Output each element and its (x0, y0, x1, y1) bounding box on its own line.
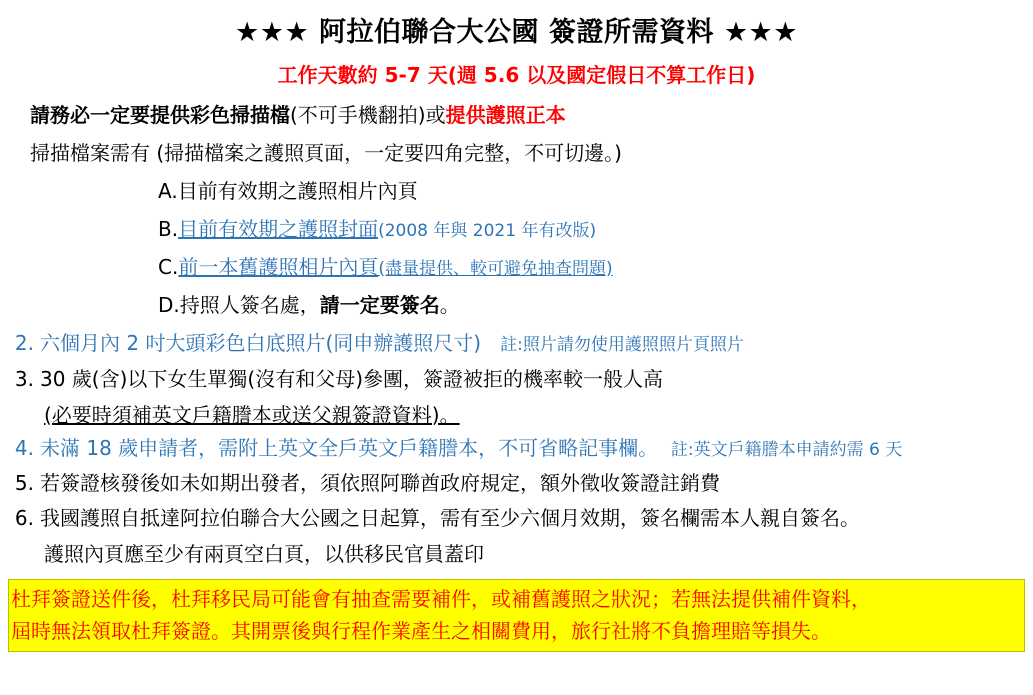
list-item-6-text: 我國護照自抵達阿拉伯聯合大公國之日起算，需有至少六個月效期，簽名欄需本人親自簽名。 (40, 506, 860, 530)
intro-passport-original: 提供護照正本 (445, 103, 566, 127)
sub-item-d-label: D. (158, 293, 180, 317)
list-item-3-subline: (必要時須補英文戶籍謄本或送父親簽證資料)。 (44, 402, 460, 427)
list-item-4-number: 4. (14, 435, 34, 460)
sub-item-d-tail: 。 (439, 293, 460, 317)
sub-item-b-text: 目前有效期之護照封面 (178, 217, 379, 241)
intro-or: 或 (425, 103, 446, 127)
list-item-4 (8, 433, 1025, 464)
sub-item-d (8, 290, 1025, 321)
list-item-2 (8, 328, 1025, 359)
list-item-6-subline: 護照內頁應至少有兩頁空白頁，以供移民官員蓋印 (44, 542, 484, 566)
intro-line-2: 掃描檔案需有 (掃描檔案之護照頁面，一定要四角完整，不可切邊。) (30, 141, 622, 165)
sub-item-a (8, 176, 1025, 207)
requirements-list (8, 328, 1025, 567)
intro-line-1 (8, 100, 1025, 131)
list-item-2-number: 2. (14, 331, 34, 355)
sub-item-b-label: B. (158, 217, 179, 241)
list-item-6 (8, 503, 1025, 533)
warning-line-1: 杜拜簽證送件後，杜拜移民局可能會有抽查需要補件，或補舊護照之狀況；若無法提供補件資料， (11, 587, 871, 611)
sub-item-b-note: (2008 年與 2021 年有改版) (378, 221, 597, 241)
list-item-5-text: 若簽證核發後如未如期出發者，須依照阿聯酋政府規定，額外徵收簽證註銷費 (40, 471, 720, 495)
sub-item-d-text: 持照人簽名處， (179, 293, 320, 317)
processing-time-notice: 工作天數約 5-7 天(週 5.6 以及國定假日不算工作日) (277, 63, 756, 87)
warning-highlight-box (8, 579, 1025, 652)
intro-requirement-text: 請務必一定要提供彩色掃描檔 (30, 103, 290, 127)
page-title: ★★★ 阿拉伯聯合大公國 簽證所需資料 ★★★ (235, 17, 798, 48)
intro-no-phone-photo: (不可手機翻拍) (290, 103, 426, 127)
sub-item-c (8, 252, 1025, 283)
sub-item-a-text: 目前有效期之護照相片內頁 (177, 179, 418, 203)
list-item-2-note: 註:照片請勿使用護照照片頁照片 (500, 335, 744, 355)
warning-line-2: 屆時無法領取杜拜簽證。其開票後與行程作業產生之相關費用，旅行社將不負擔理賠等損失。 (11, 619, 831, 643)
list-item-3-number: 3. (14, 366, 34, 391)
list-item-3 (8, 364, 1025, 394)
list-item-5 (8, 468, 1025, 498)
sub-item-d-emphasis: 請一定要簽名 (319, 293, 440, 317)
list-item-4-text: 未滿 18 歲申請者，需附上英文全戶英文戶籍謄本，不可省略記事欄。 (40, 435, 659, 460)
sub-item-c-label: C. (158, 255, 179, 279)
sub-item-c-text: 前一本舊護照相片內頁 (178, 255, 379, 279)
sub-item-a-label: A. (158, 179, 178, 203)
sub-item-c-note: (盡量提供、較可避免抽查問題) (378, 259, 613, 279)
list-item-2-text: 六個月內 2 吋大頭彩色白底照片(同申辦護照尺寸) (40, 331, 482, 355)
list-item-3-text: 30 歲(含)以下女生單獨(沒有和父母)參團，簽證被拒的機率較一般人高 (40, 366, 664, 391)
sub-item-b (8, 214, 1025, 245)
list-item-4-note: 註:英文戶籍謄本申請約需 6 天 (670, 439, 903, 460)
list-item-5-number: 5. (14, 471, 34, 495)
list-item-6-number: 6. (14, 506, 34, 530)
